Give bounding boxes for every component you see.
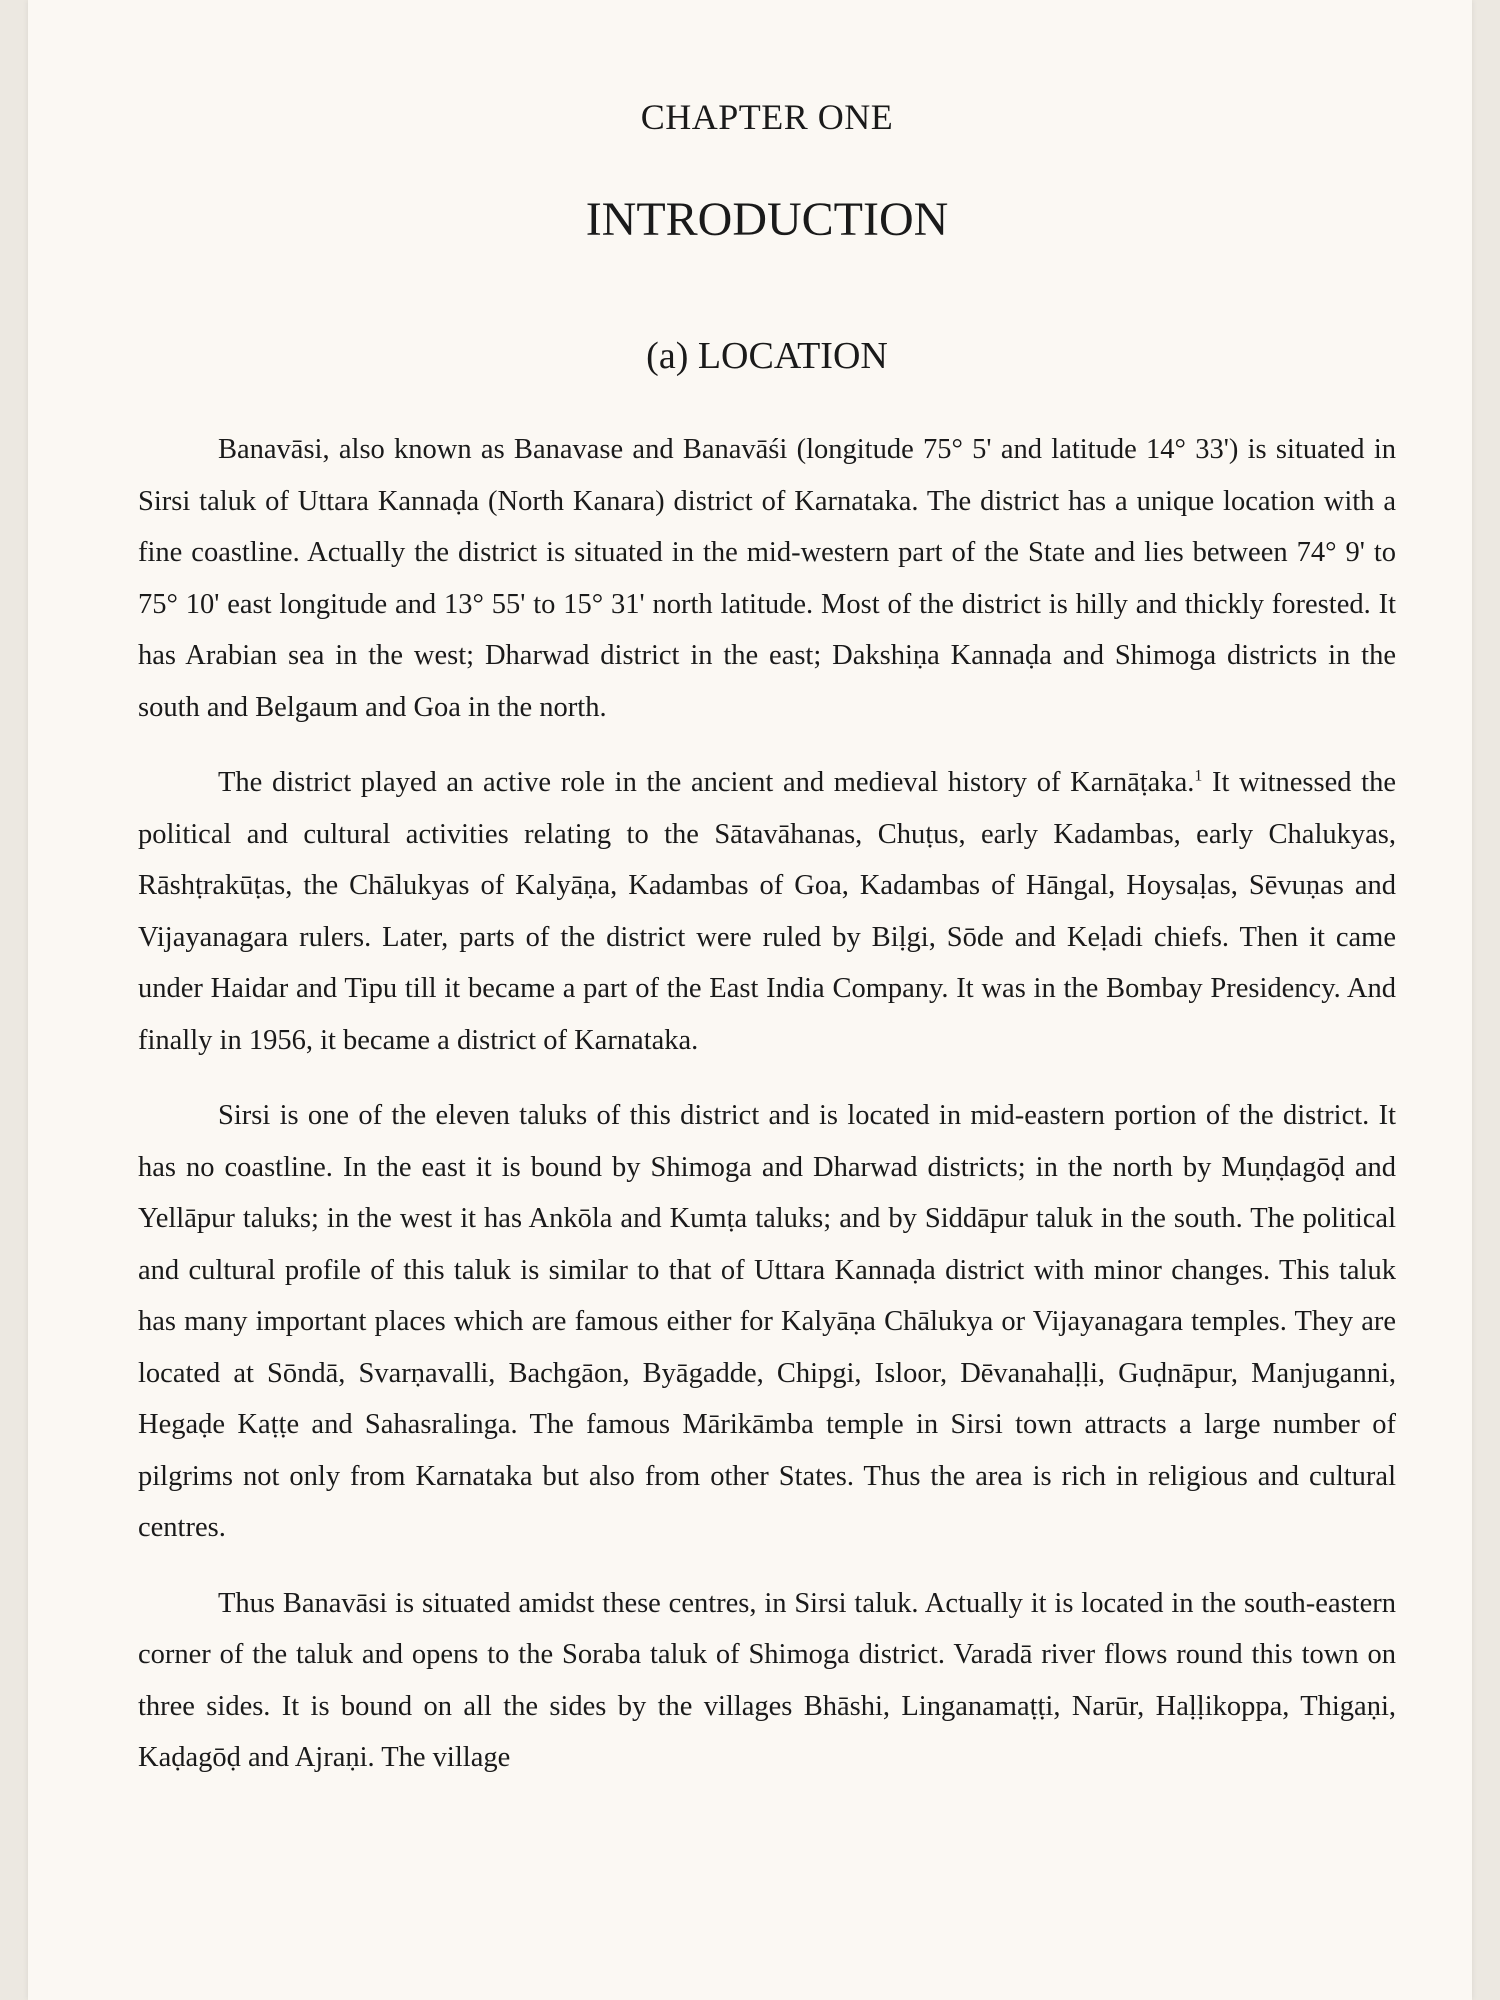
document-page bbox=[28, 0, 1472, 2000]
paragraph-text: The district played an active role in the ancient and medieval history of Karnāṭaka. bbox=[218, 767, 1195, 798]
body-text bbox=[138, 424, 1396, 1784]
footnote-marker: 1 bbox=[1194, 767, 1203, 785]
paragraph: Sirsi is one of the eleven taluks of this district and is located in mid-eastern portion of the district. It has no coastline. In the east it is bound by Shimoga and Dharwad districts; in the north by Muṇḍagōḍ and Yellāpur taluks; in the west it has Ankōla and Kumṭa taluks; and by Siddāpur taluk in the south. The political and cultural profile of this taluk is similar to that of Uttara Kannaḍa district with minor changes. This taluk has many important places which are famous either for Kalyāṇa Chālukya or Vijayanagara temples. They are located at Sōndā, Svarṇavalli, Bachgāon, Byāgadde, Chipgi, Isloor, Dēvanahaḷḷi, Guḍnāpur, Manjuganni, Hegaḍe Kaṭṭe and Sahasralinga. The famous Mārikāmba temple in Sirsi town attracts a large number of pilgrims not only from Karnataka but also from other States. Thus the area is rich in religious and cultural centres. bbox=[138, 1100, 1396, 1543]
paragraph-text: It witnessed the political and cultural activities relating to the Sātavāhanas, Chuṭus, early Kadambas, early Chalukyas, Rāshṭrakūṭas, the Chālukyas of Kalyāṇa, Kadambas of Goa, Kadambas of Hāngal, Hoysaḷas, Sēvuṇas and Vijayanagara rulers. Later, parts of the district were ruled by Biḷgi, Sōde and Keḷadi chiefs. Then it came under Haidar and Tipu till it became a part of the East India Company. It was in the Bombay Presidency. And finally in 1956, it became a district of Karnataka. bbox=[138, 767, 1396, 1056]
paragraph: Thus Banavāsi is situated amidst these centres, in Sirsi taluk. Actually it is located in the south-eastern corner of the taluk and opens to the Soraba taluk of Shimoga district. Varadā river flows round this town on three sides. It is bound on all the sides by the villages Bhāshi, Linganamaṭṭi, Narūr, Haḷḷikoppa, Thigaṇi, Kaḍagōḍ and Ajraṇi. The village bbox=[138, 1587, 1396, 1773]
chapter-label: CHAPTER ONE bbox=[640, 97, 894, 137]
chapter-title: INTRODUCTION bbox=[585, 193, 949, 246]
paragraph bbox=[138, 757, 1396, 1066]
paragraph: Banavāsi, also known as Banavase and Banavāśi (longitude 75° 5' and latitude 14° 33') is situated in Sirsi taluk of Uttara Kannaḍa (North Kanara) district of Karnataka. The district has a unique location with a fine coastline. Actually the district is situated in the mid-western part of the State and lies between 74° 9' to 75° 10' east longitude and 13° 55' to 15° 31' north latitude. Most of the district is hilly and thickly forested. It has Arabian sea in the west; Dharwad district in the east; Dakshiṇa Kannaḍa and Shimoga districts in the south and Belgaum and Goa in the north. bbox=[138, 434, 1396, 723]
section-heading: (a) LOCATION bbox=[646, 335, 888, 377]
